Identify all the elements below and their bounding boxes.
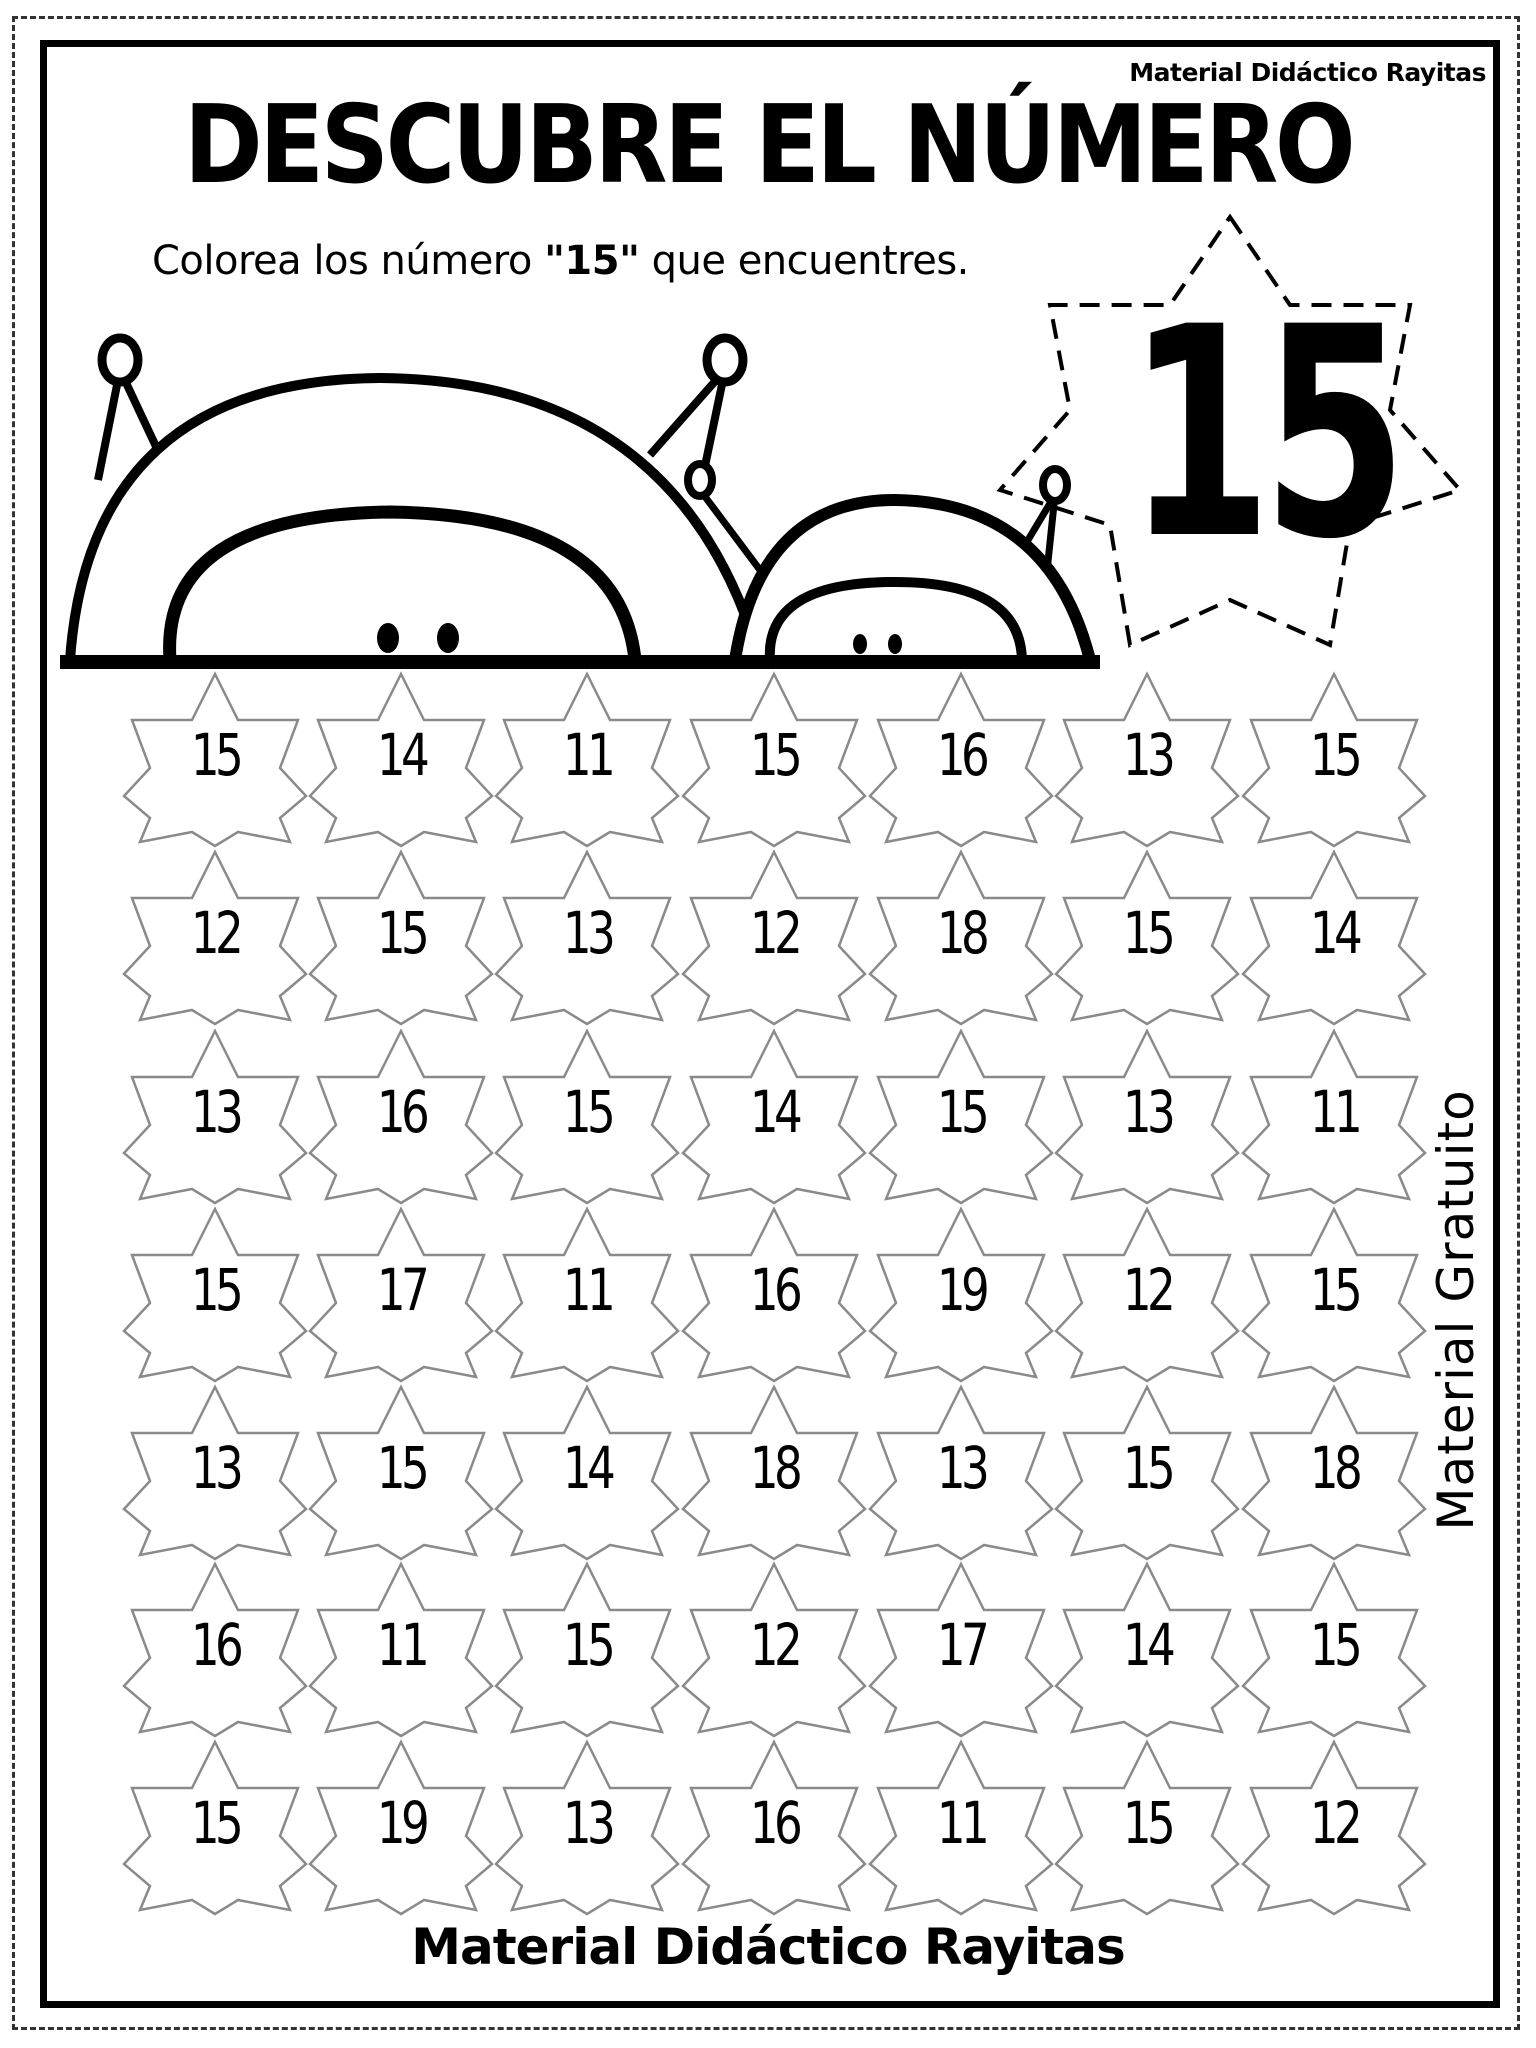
- number-star-cell[interactable]: [492, 1558, 682, 1738]
- star-number: 11: [1309, 1078, 1359, 1146]
- number-star-cell[interactable]: [679, 1203, 869, 1383]
- star-number: 15: [1309, 1256, 1359, 1324]
- number-star-cell[interactable]: [679, 1736, 869, 1916]
- number-star-cell[interactable]: [1239, 1558, 1429, 1738]
- star-number: 16: [190, 1611, 240, 1679]
- instruction-target: "15": [544, 238, 640, 284]
- star-number: 17: [376, 1256, 426, 1324]
- worksheet-title: DESCUBRE EL NÚMERO: [183, 83, 1353, 208]
- number-star-cell[interactable]: [120, 1736, 310, 1916]
- star-number: 14: [376, 721, 426, 789]
- star-number: 13: [562, 1789, 612, 1857]
- star-number: 12: [1309, 1789, 1359, 1857]
- star-number: 15: [190, 721, 240, 789]
- star-number: 15: [376, 899, 426, 967]
- number-star-cell[interactable]: [120, 1381, 310, 1561]
- number-star-cell[interactable]: [1052, 1736, 1242, 1916]
- number-star-cell[interactable]: [492, 846, 682, 1026]
- number-star-cell[interactable]: [492, 1736, 682, 1916]
- star-number: 11: [936, 1789, 986, 1857]
- number-star-cell[interactable]: [492, 1203, 682, 1383]
- star-number: 17: [936, 1611, 986, 1679]
- star-number: 14: [1309, 899, 1359, 967]
- number-star-cell[interactable]: [679, 1558, 869, 1738]
- number-star-cell[interactable]: [306, 1203, 496, 1383]
- number-star-cell[interactable]: [1239, 846, 1429, 1026]
- star-number: 19: [936, 1256, 986, 1324]
- star-number: 18: [1309, 1434, 1359, 1502]
- star-number: 15: [562, 1611, 612, 1679]
- star-number: 14: [562, 1434, 612, 1502]
- instruction-suffix: que encuentres.: [639, 238, 969, 284]
- star-number: 13: [936, 1434, 986, 1502]
- brand-label-top: Material Didáctico Rayitas: [1129, 58, 1486, 87]
- number-star-cell[interactable]: [1052, 1558, 1242, 1738]
- number-star-cell[interactable]: [1239, 1381, 1429, 1561]
- number-star-cell[interactable]: [1239, 1025, 1429, 1205]
- star-number: 18: [749, 1434, 799, 1502]
- number-star-cell[interactable]: [1239, 1203, 1429, 1383]
- number-star-cell[interactable]: [120, 1558, 310, 1738]
- star-number: 13: [190, 1434, 240, 1502]
- star-number: 14: [749, 1078, 799, 1146]
- star-number: 15: [562, 1078, 612, 1146]
- star-number: 13: [1122, 721, 1172, 789]
- star-number: 15: [1309, 721, 1359, 789]
- number-star-cell[interactable]: [679, 1381, 869, 1561]
- number-star-cell[interactable]: [866, 1203, 1056, 1383]
- number-star-cell[interactable]: [866, 668, 1056, 848]
- star-number: 15: [749, 721, 799, 789]
- number-star-cell[interactable]: [120, 668, 310, 848]
- star-number: 11: [376, 1611, 426, 1679]
- number-star-cell[interactable]: [679, 668, 869, 848]
- number-star-cell[interactable]: [306, 1025, 496, 1205]
- star-number: 15: [1309, 1611, 1359, 1679]
- star-number: 16: [376, 1078, 426, 1146]
- star-number: 15: [936, 1078, 986, 1146]
- target-number: 15: [1127, 266, 1398, 603]
- star-number: 15: [1122, 1789, 1172, 1857]
- number-star-cell[interactable]: [120, 846, 310, 1026]
- number-star-cell[interactable]: [306, 846, 496, 1026]
- star-number: 13: [190, 1078, 240, 1146]
- instruction-text: [152, 238, 969, 284]
- star-number: 11: [562, 1256, 612, 1324]
- star-number: 15: [190, 1789, 240, 1857]
- number-star-cell[interactable]: [120, 1025, 310, 1205]
- star-number: 11: [562, 721, 612, 789]
- footer-brand: Material Didáctico Rayitas: [411, 1918, 1125, 1976]
- star-number: 15: [1122, 899, 1172, 967]
- number-star-cell[interactable]: [306, 1381, 496, 1561]
- number-star-cell[interactable]: [679, 1025, 869, 1205]
- side-label: Material Gratuito: [1427, 1089, 1485, 1531]
- number-star-cell[interactable]: [492, 1025, 682, 1205]
- star-number: 12: [1122, 1256, 1172, 1324]
- star-number: 16: [749, 1256, 799, 1324]
- number-star-cell[interactable]: [1239, 668, 1429, 848]
- number-star-cell[interactable]: [306, 1736, 496, 1916]
- number-star-cell[interactable]: [679, 846, 869, 1026]
- number-star-cell[interactable]: [1052, 668, 1242, 848]
- number-star-cell[interactable]: [120, 1203, 310, 1383]
- robots-illustration-icon: [60, 320, 1140, 680]
- star-number: 12: [190, 899, 240, 967]
- star-number: 12: [749, 899, 799, 967]
- star-number: 13: [562, 899, 612, 967]
- number-star-cell[interactable]: [1239, 1736, 1429, 1916]
- number-star-cell[interactable]: [1052, 1025, 1242, 1205]
- number-star-cell[interactable]: [866, 1025, 1056, 1205]
- number-star-cell[interactable]: [306, 1558, 496, 1738]
- number-star-cell[interactable]: [866, 1558, 1056, 1738]
- instruction-prefix: Colorea los número: [152, 238, 545, 284]
- star-number: 12: [749, 1611, 799, 1679]
- number-star-cell[interactable]: [866, 1381, 1056, 1561]
- number-star-cell[interactable]: [866, 846, 1056, 1026]
- star-number: 16: [936, 721, 986, 789]
- star-number: 15: [190, 1256, 240, 1324]
- number-star-cell[interactable]: [866, 1736, 1056, 1916]
- number-star-cell[interactable]: [492, 668, 682, 848]
- number-star-cell[interactable]: [306, 668, 496, 848]
- number-star-cell[interactable]: [1052, 1381, 1242, 1561]
- star-number: 18: [936, 899, 986, 967]
- star-number: 19: [376, 1789, 426, 1857]
- number-star-cell[interactable]: [1052, 1203, 1242, 1383]
- star-number: 13: [1122, 1078, 1172, 1146]
- star-number: 16: [749, 1789, 799, 1857]
- star-number: 15: [1122, 1434, 1172, 1502]
- star-number: 15: [376, 1434, 426, 1502]
- star-number: 14: [1122, 1611, 1172, 1679]
- number-star-cell[interactable]: [492, 1381, 682, 1561]
- number-star-cell[interactable]: [1052, 846, 1242, 1026]
